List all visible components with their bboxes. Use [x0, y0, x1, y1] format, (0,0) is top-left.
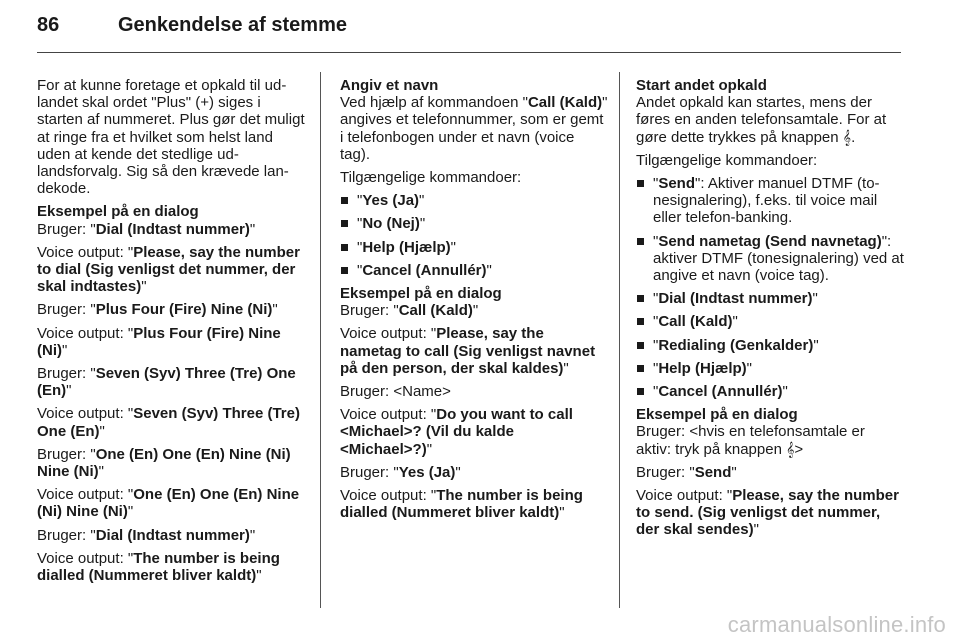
command-list	[340, 192, 608, 279]
phone-icon: 𝄞	[842, 128, 852, 145]
page-number: 86	[37, 14, 60, 36]
commands-label: Tilgængelige kommandoer:	[636, 151, 818, 169]
dialog-line: Voice output: "Do you want to call <Michael>? (Vil du kalde <Michael>?)"	[340, 406, 573, 458]
dialog-line: Bruger: "Call (Kald)"	[340, 302, 479, 320]
dialog-line: Voice output: "Please, say the number to dial (Sig venligst det nummer, der skal indtastes)"	[37, 243, 300, 296]
phone-icon: 𝄞	[786, 440, 795, 457]
page-title: Genkendelse af stemme	[118, 14, 347, 36]
dialog-line: Voice output: "Please, say the number to send. (Sig venligst det nummer, der skal sendes)"	[636, 487, 899, 539]
dialog-line: Voice output: "Seven (Syv) Three (Tre) One (En)"	[37, 405, 300, 440]
column-left	[37, 77, 305, 590]
dialog-line: Bruger: "Yes (Ja)"	[340, 463, 461, 481]
column-right	[636, 77, 904, 545]
paragraph: Andet opkald kan startes, mens der føres en anden telefonsamtale. For at gøre dette trykkes på knappen 𝄞.	[636, 94, 887, 146]
dialog-line: Voice output: "Plus Four (Fire) Nine (Ni)"	[37, 324, 281, 359]
dialog-line: Bruger: <Name>	[340, 383, 451, 401]
list-item: "Help (Hjælp)"	[636, 360, 904, 377]
dialog-line: Bruger: "Plus Four (Fire) Nine (Ni)"	[37, 301, 278, 319]
list-item: "Dial (Indtast nummer)"	[636, 290, 904, 307]
list-item: "Cancel (Annullér)"	[636, 383, 904, 400]
list-item: "Send nametag (Send navnetag)": aktiver DTMF (tonesignalering) ved at angive et navn (voice tag).	[636, 233, 904, 285]
column-divider	[619, 72, 620, 608]
dialog-line: Voice output: "The number is being dialled (Nummeret bliver kaldt)"	[340, 487, 583, 522]
list-item: "Send": Aktiver manuel DTMF (to- nesignalering), f.eks. til voice mail eller telefon-banking.	[636, 175, 904, 227]
dialog-line: Voice output: "Please, say the nametag to call (Sig venligst navnet på den person, der skal kaldes)"	[340, 325, 596, 377]
commands-label: Tilgængelige kommandoer:	[340, 169, 522, 187]
list-item: "Call (Kald)"	[636, 313, 904, 330]
dialog-line: Voice output: "One (En) One (En) Nine (Ni) Nine (Ni)"	[37, 486, 300, 521]
dialog-line: Bruger: "Dial (Indtast nummer)"	[37, 526, 256, 544]
example-heading: Eksempel på en dialog	[37, 203, 199, 221]
paragraph: Ved hjælp af kommandoen "Call (Kald)" angives et telefonnummer, som er gemt i telefonbogen under et navn (voice tag).	[340, 94, 608, 163]
column-divider	[320, 72, 321, 608]
list-item: "Cancel (Annullér)"	[340, 262, 608, 279]
command-list	[636, 175, 904, 400]
dialog-line: Bruger: "Dial (Indtast nummer)"	[37, 220, 256, 238]
list-item: "Help (Hjælp)"	[340, 239, 608, 256]
dialog-line: Bruger: <hvis en telefonsamtale er aktiv: tryk på knappen 𝄞>	[636, 423, 865, 458]
dialog-line: Bruger: "Send"	[636, 463, 737, 481]
list-item: "Redialing (Genkalder)"	[636, 337, 904, 354]
dialog-line: Voice output: "The number is being dialled (Nummeret bliver kaldt)"	[37, 549, 280, 585]
dialog-line: Bruger: "Seven (Syv) Three (Tre) One (En)"	[37, 365, 296, 400]
list-item: "No (Nej)"	[340, 215, 608, 232]
header-divider	[37, 52, 901, 53]
watermark: carmanualsonline.info	[727, 612, 946, 637]
example-heading: Eksempel på en dialog	[636, 406, 798, 424]
intro-paragraph: For at kunne foretage et opkald til ud- landet skal ordet "Plus" (+) siges i starten af nummeret. Plus gør det muligt at ringe fra et hvilket som helst land uden at kende det stedlige ud- landsforvalg. Sig så den krævede lan- dekode.	[37, 77, 305, 198]
example-heading: Eksempel på en dialog	[340, 285, 502, 303]
dialog-line: Bruger: "One (En) One (En) Nine (Ni) Nine (Ni)"	[37, 445, 291, 481]
section-heading: Angiv et navn	[340, 77, 439, 94]
list-item: "Yes (Ja)"	[340, 192, 608, 209]
column-middle	[340, 77, 608, 527]
section-heading: Start andet opkald	[636, 77, 767, 94]
